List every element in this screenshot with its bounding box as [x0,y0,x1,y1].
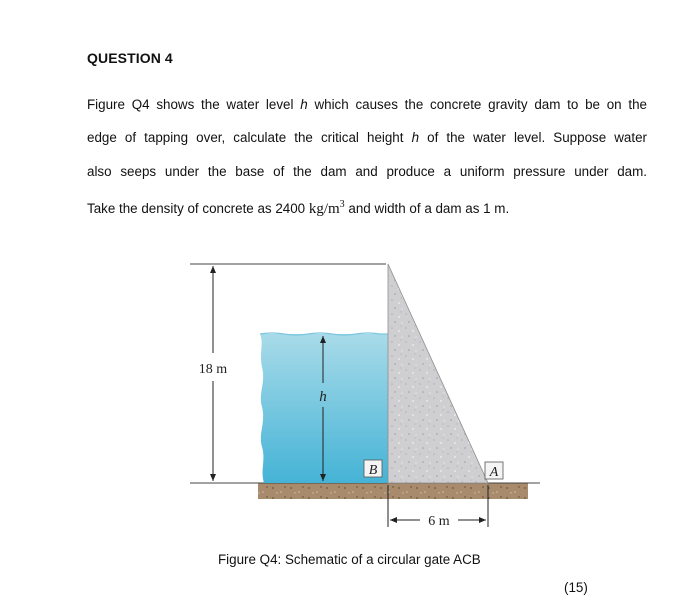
line2-var-h: h [411,130,420,145]
dam-diagram [180,255,550,545]
density-unit: $kg/m^3$ [308,199,345,217]
line4-post: and width of a dam as 1 m. [344,201,510,216]
line2-pre: edge of tapping over, calculate the critical height [87,130,412,145]
label-h: h [319,389,327,405]
label-6m: 6 m [428,514,450,529]
paragraph-line-2 [87,129,647,146]
marks-label: (15) [564,580,588,595]
paragraph-line-1 [87,96,647,113]
label-point-b: B [368,463,378,478]
label-18m: 18 m [198,362,228,377]
figure-caption: Figure Q4: Schematic of a circular gate ACB [218,552,481,567]
question-heading: QUESTION 4 [87,50,173,66]
line2-post: of the water level. Suppose water [419,130,647,145]
paragraph-line-4 [87,196,647,218]
label-point-a: A [489,465,499,480]
concrete-dam [388,264,488,483]
paragraph-line-3: also seeps under the base of the dam and produce a uniform pressure under dam. [87,164,647,179]
line1-var-h: h [300,97,308,112]
line1-post: which causes the concrete gravity dam to be on the [307,97,648,112]
line4-pre: Take the density of concrete as 2400 [87,201,309,216]
line1-pre: Figure Q4 shows the water level [87,97,301,112]
